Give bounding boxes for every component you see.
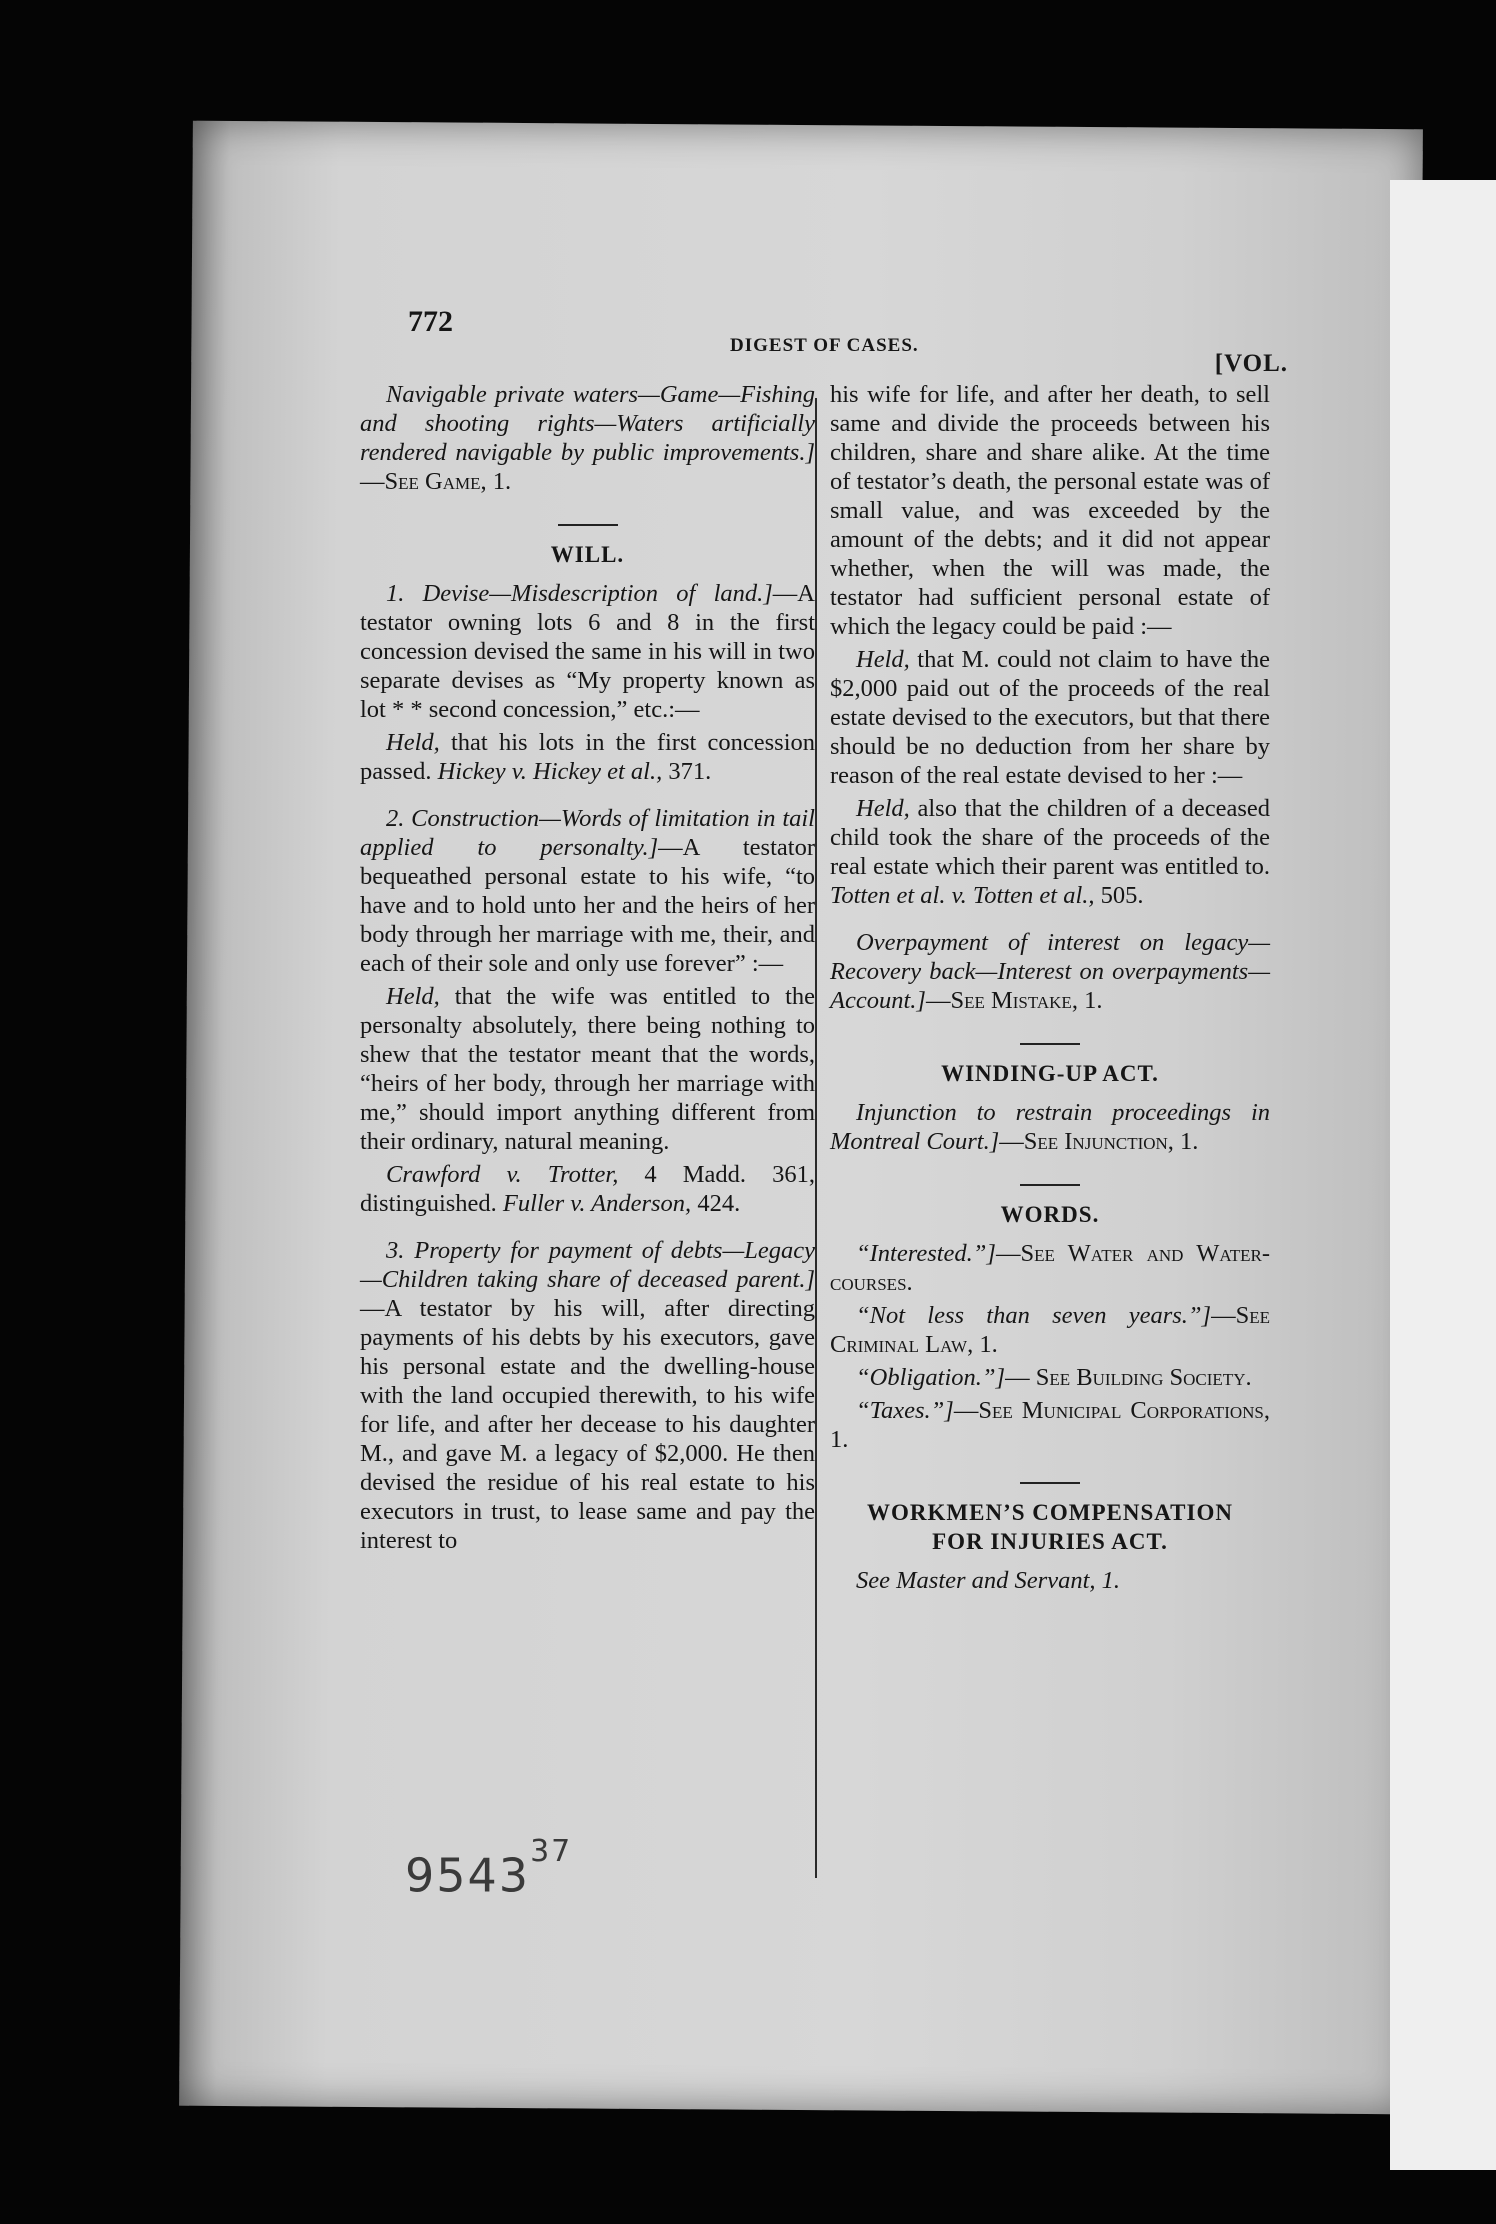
- right-column: [830, 380, 1270, 1595]
- words-entry-obligation: “Obligation.”]— See Building Society.: [856, 1364, 1252, 1391]
- words-entry-taxes: “Taxes.”]—See Municipal Corporations, 1.: [830, 1397, 1270, 1453]
- will-entry-2: 2. Construction—Words of limitation in tail applied to personalty.]—A testator bequeathed personal estate to his wife, “to have and to hold unto her and the heirs of her body through her marriage with me, their, and each of their sole and only use forever” :—: [360, 805, 815, 977]
- heading-injuries-act: FOR INJURIES ACT.: [932, 1529, 1168, 1554]
- left-column: [360, 380, 815, 1555]
- will-entry-1-held: Held, that his lots in the first concession passed. Hickey v. Hickey et al., 371.: [360, 729, 816, 785]
- overpayment-entry: Overpayment of interest on legacy—Recovery back—Interest on overpayments—Account.]—See Mistake, 1.: [830, 929, 1270, 1014]
- running-title: DIGEST OF CASES.: [730, 335, 919, 356]
- section-rule: [1020, 1482, 1080, 1484]
- page-number: 772: [408, 305, 453, 338]
- workmen-see-entry: See Master and Servant, 1.: [856, 1567, 1120, 1594]
- heading-workmens-compensation: WORKMEN’S COMPENSATION: [867, 1500, 1233, 1525]
- section-rule: [1020, 1184, 1080, 1186]
- will-entry-3-held-1: Held, that M. could not claim to have the $2,000 paid out of the proceeds of the real estate devised to the executors, but that there should be no deduction from her share by reason of the real estate devised to her :—: [830, 646, 1271, 789]
- will-entry-1: 1. Devise—Misdescription of land.]—A testator owning lots 6 and 8 in the first concession devised the same in his will in two separate devises as “My property known as lot * * second concession,” etc.:—: [360, 580, 815, 723]
- will-entry-3-held-2: Held, also that the children of a deceased child took the share of the proceeds of the real estate which their parent was entitled to. Totten et al. v. Totten et al., 505.: [830, 795, 1270, 909]
- words-entry-seven-years: “Not less than seven years.”]—See Criminal Law, 1.: [830, 1302, 1270, 1358]
- column-divider: [815, 398, 817, 1878]
- will-entry-3: 3. Property for payment of debts—Legacy—Children taking share of deceased parent.]—A testator by his will, after directing payments of his debts by his executors, gave his personal estate and the dwelling-house with the land occupied therewith, to his wife for life, and after her decease to his daughter M., and gave M. a legacy of $2,000. He then devised the residue of his real estate to his executors in trust, to lease same and pay the interest to: [360, 1237, 815, 1554]
- winding-up-entry: Injunction to restrain proceedings in Montreal Court.]—See Injunction, 1.: [830, 1099, 1270, 1155]
- section-rule: [1020, 1043, 1080, 1045]
- will-entry-2-held: Held, that the wife was entitled to the personalty absolutely, there being nothing to shew that the testator meant that the words, “heirs of her body, through her marriage with me,” should import anything different from their ordinary, natural meaning.: [360, 983, 816, 1155]
- will-entry-3-continued: his wife for life, and after her death, to sell same and divide the proceeds between his children, share and share alike. At the time of testator’s death, the personal estate was of small value, and was exceeded by the amount of the debts; and it did not appear whether, when the will was made, the testator had sufficient personal estate of which the legacy could be paid :—: [830, 381, 1270, 640]
- page-header: [408, 305, 1288, 377]
- words-entry-interested: “Interested.”]—See Water and Water-courses.: [830, 1240, 1270, 1296]
- heading-will: WILL.: [550, 542, 625, 567]
- adjacent-page-edge: [1390, 180, 1496, 2170]
- handwritten-annotation: 9543$^{37}$: [405, 1834, 573, 1903]
- navigable-waters-entry: Navigable private waters—Game—Fishing and shooting rights—Waters artificially rendered navigable by public improvements.]—See Game, 1.: [360, 381, 815, 495]
- will-entry-2-cases: Crawford v. Trotter, 4 Madd. 361, distinguished. Fuller v. Anderson, 424.: [360, 1161, 815, 1217]
- heading-winding-up-act: WINDING-UP ACT.: [941, 1061, 1159, 1086]
- section-rule: [558, 524, 618, 526]
- volume-label: [VOL.: [1214, 350, 1288, 377]
- heading-words: WORDS.: [1000, 1202, 1100, 1227]
